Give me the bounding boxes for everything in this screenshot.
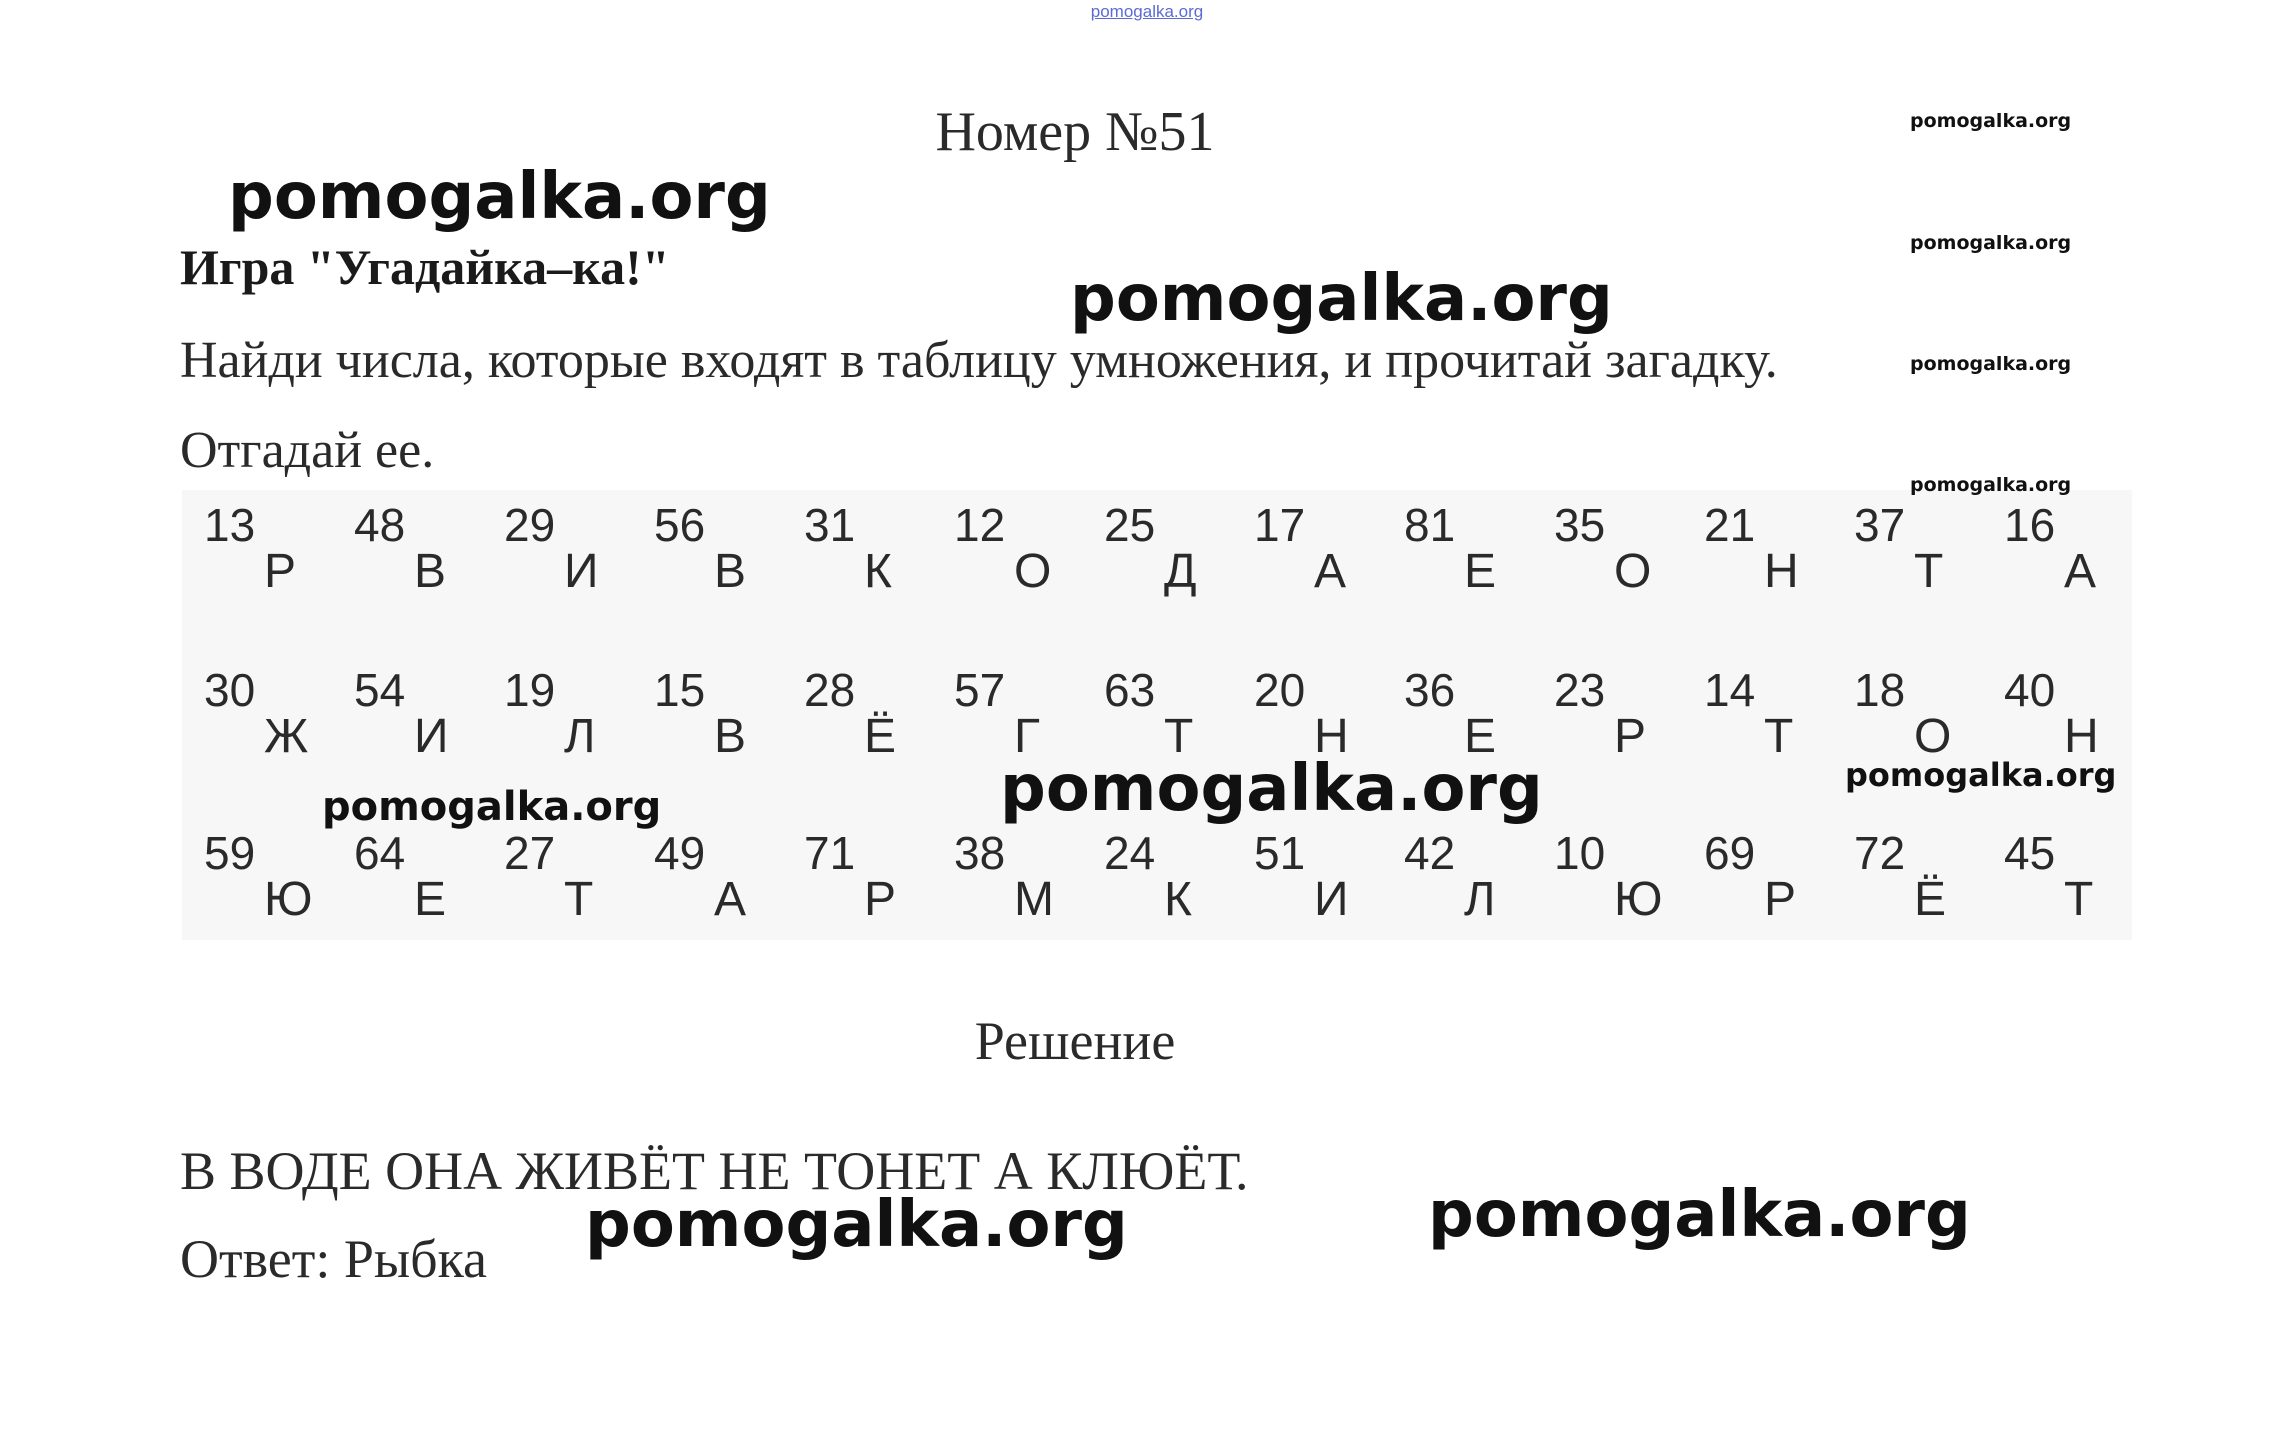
cell-letter: Д [1164, 545, 1197, 598]
puzzle-cell [1982, 655, 2132, 765]
puzzle-cell [482, 490, 632, 600]
cell-letter: О [1614, 545, 1652, 598]
puzzle-cell [932, 818, 1082, 928]
puzzle-cell [1832, 490, 1982, 600]
cell-number: 21 [1704, 499, 1756, 551]
cell-number: 17 [1254, 499, 1306, 551]
puzzle-row [182, 818, 2132, 928]
puzzle-cell [932, 490, 1082, 600]
cell-letter: В [714, 710, 747, 763]
cell-letter: Е [1464, 545, 1497, 598]
watermark: pomogalka.org [1070, 262, 1613, 336]
watermark: pomogalka.org [228, 160, 771, 234]
cell-letter: Р [864, 873, 897, 926]
puzzle-cell [1232, 655, 1382, 765]
cell-number: 16 [2004, 499, 2056, 551]
cell-letter: Т [2064, 873, 2094, 926]
cell-letter: И [1314, 873, 1349, 926]
puzzle-cell [182, 490, 332, 600]
puzzle-cell [1682, 818, 1832, 928]
puzzle-cell [1082, 490, 1232, 600]
cell-number: 51 [1254, 827, 1306, 879]
puzzle-cell [182, 818, 332, 928]
puzzle-cell [632, 490, 782, 600]
puzzle-cell [1532, 490, 1682, 600]
puzzle-cell [1082, 655, 1232, 765]
puzzle-cell [1232, 818, 1382, 928]
cell-letter: К [864, 545, 892, 598]
watermark: pomogalka.org [1910, 110, 2072, 132]
cell-number: 12 [954, 499, 1006, 551]
cell-letter: А [1314, 545, 1347, 598]
solution-heading: Решение [974, 1011, 1176, 1071]
answer-text: Ответ: Рыбка [180, 1229, 488, 1289]
cell-letter: Т [1164, 710, 1194, 763]
cell-number: 57 [954, 664, 1006, 716]
watermark: pomogalka.org [1910, 353, 2072, 375]
puzzle-cell [932, 655, 1082, 765]
watermark: pomogalka.org [1910, 232, 2072, 254]
cell-letter: Р [1614, 710, 1647, 763]
cell-number: 49 [654, 827, 706, 879]
riddle-text: В ВОДЕ ОНА ЖИВЁТ НЕ ТОНЕТ А КЛЮЁТ. [180, 1141, 1249, 1201]
cell-letter: О [1014, 545, 1052, 598]
cell-letter: А [2064, 545, 2097, 598]
cell-number: 72 [1854, 827, 1906, 879]
puzzle-cell [632, 655, 782, 765]
cell-letter: Ю [1614, 873, 1663, 926]
cell-number: 56 [654, 499, 706, 551]
page-title: Номер №51 [935, 101, 1215, 163]
puzzle-cell [1532, 655, 1682, 765]
puzzle-cell [782, 490, 932, 600]
puzzle-row [182, 490, 2132, 600]
top-site-link[interactable]: pomogalka.org [1090, 2, 1204, 21]
task-text: Найди числа, которые входят в таблицу умножения, и прочитай загадку. Отгадай ее. [180, 332, 1778, 479]
cell-letter: Ю [264, 873, 313, 926]
cell-letter: Г [1014, 710, 1040, 763]
cell-letter: В [414, 545, 447, 598]
puzzle-cell [1682, 490, 1832, 600]
cell-letter: Л [1464, 873, 1496, 926]
cell-number: 25 [1104, 499, 1156, 551]
cell-number: 45 [2004, 827, 2056, 879]
cell-letter: Е [414, 873, 447, 926]
cell-number: 27 [504, 827, 556, 879]
cell-number: 48 [354, 499, 406, 551]
cell-number: 36 [1404, 664, 1456, 716]
puzzle-cell [782, 818, 932, 928]
cell-number: 40 [2004, 664, 2056, 716]
puzzle-grid [182, 490, 2132, 940]
puzzle-cell [1532, 818, 1682, 928]
cell-letter: Ж [264, 710, 309, 763]
cell-letter: М [1014, 873, 1054, 926]
puzzle-cell [482, 655, 632, 765]
cell-number: 30 [204, 664, 256, 716]
puzzle-cell [1382, 655, 1532, 765]
cell-number: 19 [504, 664, 556, 716]
cell-letter: Е [1464, 710, 1497, 763]
puzzle-cell [1832, 655, 1982, 765]
cell-number: 81 [1404, 499, 1456, 551]
cell-number: 31 [804, 499, 856, 551]
cell-letter: И [414, 710, 449, 763]
cell-letter: Н [2064, 710, 2099, 763]
puzzle-cell [1682, 655, 1832, 765]
puzzle-cell [182, 655, 332, 765]
puzzle-cell [1082, 818, 1232, 928]
cell-number: 59 [204, 827, 256, 879]
cell-number: 28 [804, 664, 856, 716]
cell-number: 20 [1254, 664, 1306, 716]
cell-number: 10 [1554, 827, 1606, 879]
watermark: pomogalka.org [1910, 474, 2072, 496]
cell-number: 54 [354, 664, 406, 716]
cell-letter: И [564, 545, 599, 598]
cell-number: 23 [1554, 664, 1606, 716]
puzzle-cell [1382, 490, 1532, 600]
watermark: pomogalka.org [1428, 1178, 1971, 1252]
cell-letter: Ё [864, 710, 897, 763]
cell-letter: Л [564, 710, 596, 763]
cell-number: 37 [1854, 499, 1906, 551]
cell-number: 71 [804, 827, 856, 879]
cell-letter: О [1914, 710, 1952, 763]
watermark: pomogalka.org [322, 784, 662, 830]
puzzle-cell [482, 818, 632, 928]
watermark: pomogalka.org [1000, 752, 1543, 826]
cell-number: 14 [1704, 664, 1756, 716]
cell-letter: Н [1764, 545, 1799, 598]
puzzle-cell [782, 655, 932, 765]
cell-number: 42 [1404, 827, 1456, 879]
cell-number: 69 [1704, 827, 1756, 879]
cell-number: 13 [204, 499, 256, 551]
cell-letter: Т [1764, 710, 1794, 763]
watermark: pomogalka.org [1845, 756, 2117, 794]
cell-letter: Р [1764, 873, 1797, 926]
cell-letter: Ё [1914, 873, 1947, 926]
cell-number: 18 [1854, 664, 1906, 716]
puzzle-cell [332, 490, 482, 600]
puzzle-cell [332, 655, 482, 765]
cell-number: 38 [954, 827, 1006, 879]
cell-letter: Н [1314, 710, 1349, 763]
puzzle-cell [1382, 818, 1532, 928]
puzzle-cell [632, 818, 782, 928]
cell-number: 15 [654, 664, 706, 716]
puzzle-row [182, 655, 2132, 765]
game-subtitle: Игра "Угадайка–ка!" [180, 239, 670, 295]
cell-letter: В [714, 545, 747, 598]
puzzle-cell [1982, 490, 2132, 600]
watermark: pomogalka.org [585, 1188, 1128, 1262]
cell-number: 29 [504, 499, 556, 551]
cell-letter: Т [564, 873, 594, 926]
puzzle-cell [332, 818, 482, 928]
cell-letter: Р [264, 545, 297, 598]
cell-number: 63 [1104, 664, 1156, 716]
cell-number: 64 [354, 827, 406, 879]
cell-letter: Т [1914, 545, 1944, 598]
puzzle-cell [1982, 818, 2132, 928]
puzzle-cell [1232, 490, 1382, 600]
puzzle-cell [1832, 818, 1982, 928]
cell-letter: К [1164, 873, 1192, 926]
cell-letter: А [714, 873, 747, 926]
cell-number: 24 [1104, 827, 1156, 879]
cell-number: 35 [1554, 499, 1606, 551]
